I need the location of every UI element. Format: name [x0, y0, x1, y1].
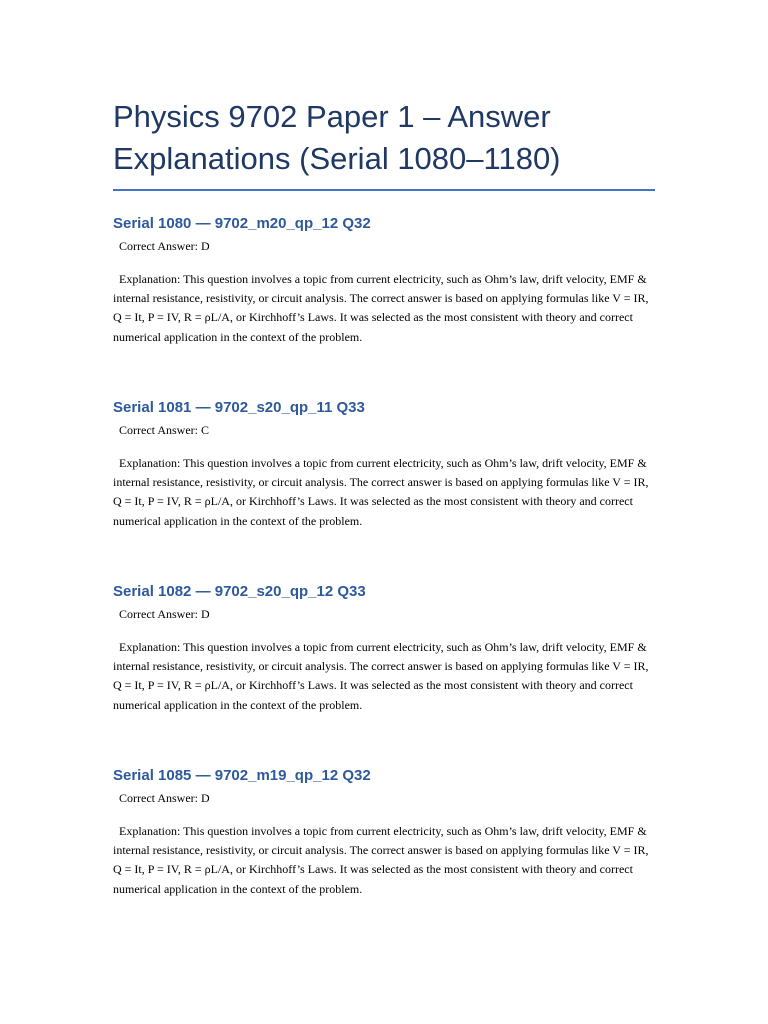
correct-answer: Correct Answer: D: [119, 607, 210, 621]
document-title: Physics 9702 Paper 1 – Answer Explanations (Serial 1080–1180): [113, 99, 561, 176]
answer-section: [113, 214, 658, 347]
answer-section: [113, 582, 658, 715]
explanation-text: Explanation: This question involves a topic from current electricity, such as Ohm’s law, drift velocity, EMF & internal resistance, resistivity, or circuit analysis. The correct answer is based on applying formulas like V = IR, Q = It, P = IV, R = ρL/A, or Kirchhoff’s Laws. It was selected as the most consistent with theory and correct numerical application in the context of the problem.: [113, 640, 649, 712]
section-heading: Serial 1085 — 9702_m19_qp_12 Q32: [113, 767, 371, 784]
correct-answer: Correct Answer: D: [119, 239, 210, 253]
explanation-text: Explanation: This question involves a topic from current electricity, such as Ohm’s law, drift velocity, EMF & internal resistance, resistivity, or circuit analysis. The correct answer is based on applying formulas like V = IR, Q = It, P = IV, R = ρL/A, or Kirchhoff’s Laws. It was selected as the most consistent with theory and correct numerical application in the context of the problem.: [113, 272, 649, 344]
title-divider: [113, 189, 655, 191]
document-page: [113, 0, 658, 896]
answer-section: [113, 398, 658, 531]
answer-section: [113, 766, 658, 899]
correct-answer: Correct Answer: D: [119, 791, 210, 805]
section-heading: Serial 1081 — 9702_s20_qp_11 Q33: [113, 399, 365, 416]
section-heading: Serial 1082 — 9702_s20_qp_12 Q33: [113, 583, 366, 600]
section-heading: Serial 1080 — 9702_m20_qp_12 Q32: [113, 215, 371, 232]
explanation-text: Explanation: This question involves a topic from current electricity, such as Ohm’s law, drift velocity, EMF & internal resistance, resistivity, or circuit analysis. The correct answer is based on applying formulas like V = IR, Q = It, P = IV, R = ρL/A, or Kirchhoff’s Laws. It was selected as the most consistent with theory and correct numerical application in the context of the problem.: [113, 824, 649, 896]
explanation-text: Explanation: This question involves a topic from current electricity, such as Ohm’s law, drift velocity, EMF & internal resistance, resistivity, or circuit analysis. The correct answer is based on applying formulas like V = IR, Q = It, P = IV, R = ρL/A, or Kirchhoff’s Laws. It was selected as the most consistent with theory and correct numerical application in the context of the problem.: [113, 456, 649, 528]
correct-answer: Correct Answer: C: [119, 423, 209, 437]
